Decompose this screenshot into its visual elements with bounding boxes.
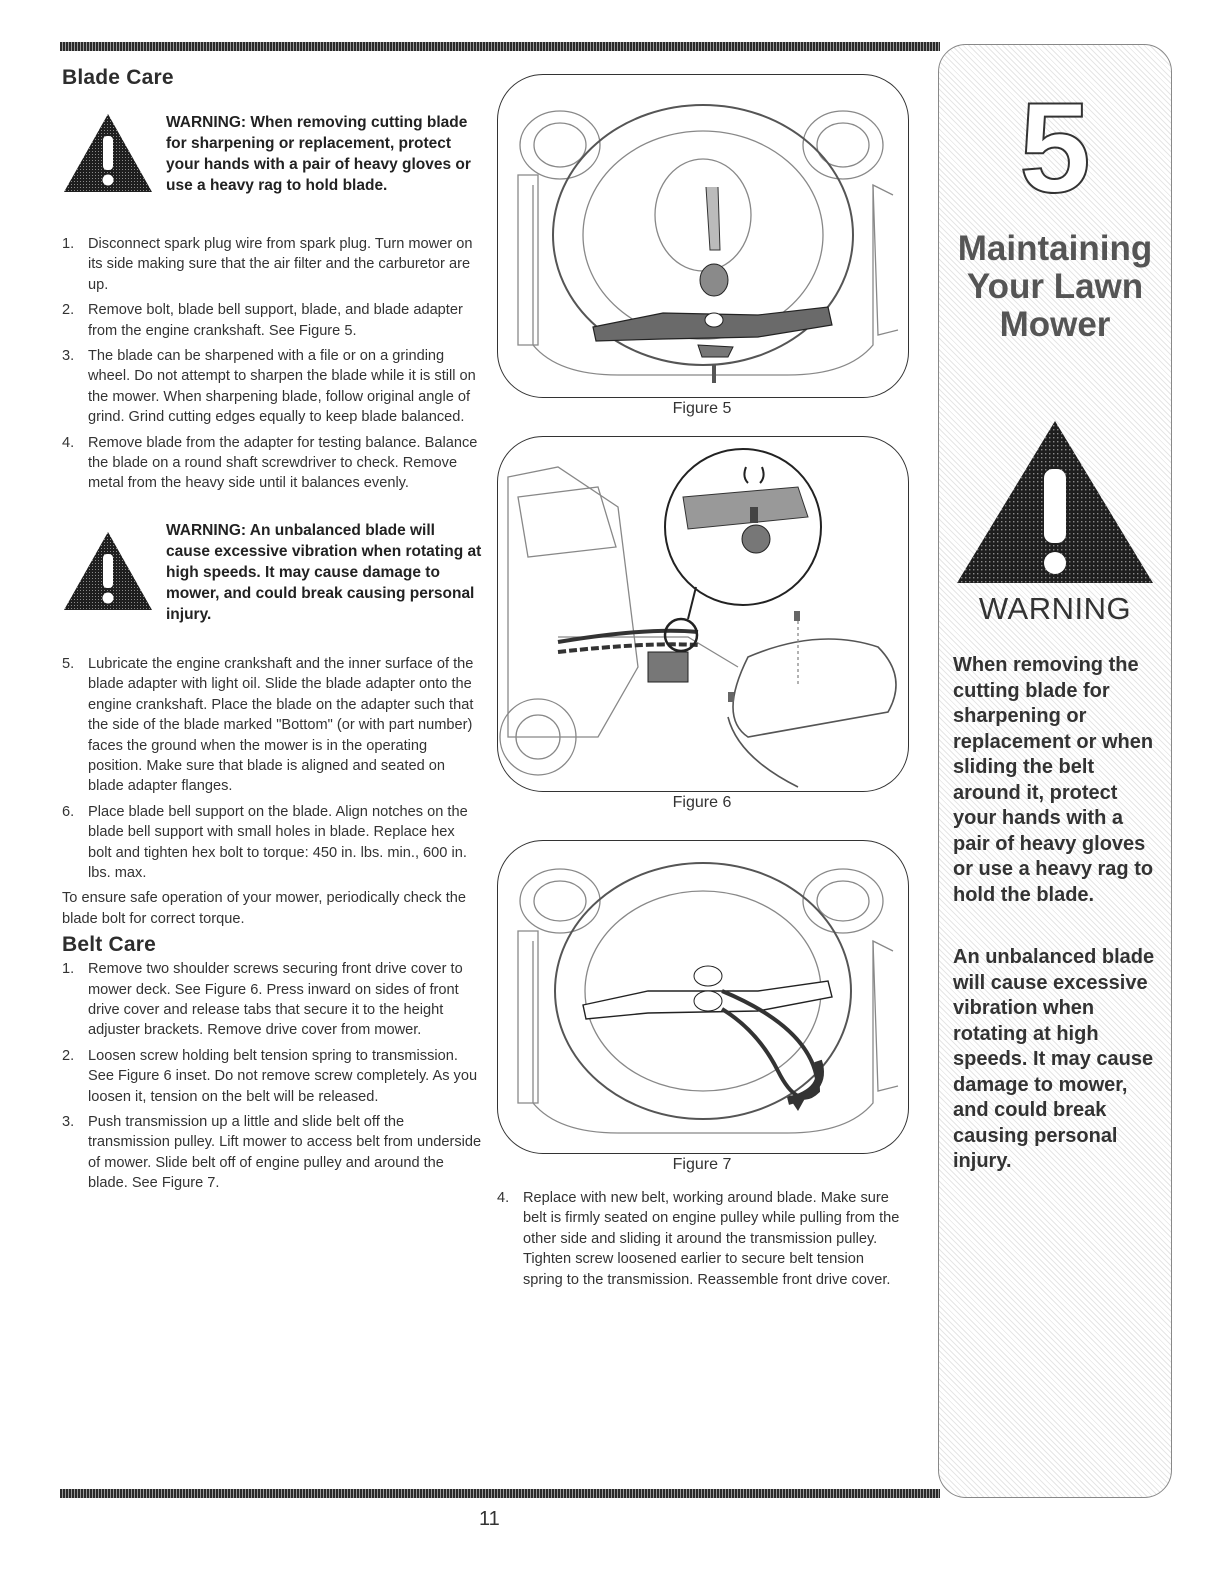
chapter-number: 5: [1019, 77, 1091, 220]
belt-care-heading: Belt Care: [62, 933, 157, 957]
figure-7-illustration: [497, 840, 909, 1154]
warning-triangle-icon: [62, 530, 154, 612]
sidebar-warning-heading: WARNING: [978, 591, 1132, 626]
warning-text-1: WARNING: When removing cutting blade for sharpening or replacement, protect your hands with a pair of heavy gloves or use a heavy rag to hold blade.: [166, 114, 471, 194]
warning-text-2: WARNING: An unbalanced blade will cause excessive vibration when rotating at high speeds. It may cause damage to mower, and could break causing personal injury.: [166, 521, 482, 623]
list-item: 1. Disconnect spark plug wire from spark plug. Turn mower on its side making sure that the air filter and the carburetor are up.: [62, 236, 473, 293]
warning-block-1: [62, 112, 482, 222]
sidebar-warning-text-1: When removing the cutting blade for sharpening or replacement or when sliding the belt around it, protect your hands with a pair of heavy gloves or use a heavy rag to hold the blade.: [953, 654, 1154, 906]
warning-triangle-icon: [62, 112, 154, 194]
bottom-rule: [60, 1489, 940, 1498]
page-number: 11: [479, 1508, 500, 1530]
blade-steps-a: [62, 234, 482, 494]
warning-block-2: [62, 520, 482, 630]
list-item: 4. Replace with new belt, working around blade. Make sure belt is firmly seated on engine pulley while pulling from the other side and sliding it around the transmission pulley. Tighten screw loosened earlier to secure belt tension spring to the transmission. Reassemble front drive cover.: [497, 1190, 900, 1288]
list-item: 1. Remove two shoulder screws securing front drive cover to mower deck. See Figure 6. Press inward on sides of front drive cover and release tabs that secure it to the height adjuster brackets. Remove drive cover from mower.: [62, 961, 463, 1039]
list-item: 6. Place blade bell support on the blade. Align notches on the blade bell support with small holes in blade. Replace hex bolt and tighten hex bolt to torque: 450 in. lbs. min., 600 in. lbs. max.: [62, 803, 468, 881]
figure-6-caption: Figure 6: [672, 794, 732, 811]
figure-5-illustration: [497, 74, 909, 398]
list-item: 2. Remove bolt, blade bell support, blade, and blade adapter from the engine crankshaft. See Figure 5.: [62, 302, 463, 339]
top-rule: [60, 42, 940, 51]
belt-step-4: [497, 1188, 907, 1290]
list-item: 3. The blade can be sharpened with a file or on a grinding wheel. Do not attempt to sharpen the blade while it is still on the mower. When sharpening blade, follow original angle of grind. Grind cutting edges equally to keep blade balanced.: [62, 348, 476, 426]
blade-care-heading: Blade Care: [62, 66, 174, 89]
middle-column-text: [497, 1188, 907, 1295]
list-item: 5. Lubricate the engine crankshaft and the inner surface of the blade adapter with light oil. Slide the blade adapter onto the engine crankshaft. Place the blade on the adapter such that the side of the blade marked "Bottom" (or with part number) faces the ground when the mower is in the operating position. Make sure that blade is aligned and seated on blade adapter flanges.: [62, 655, 474, 795]
figure-7-caption: Figure 7: [672, 1156, 732, 1173]
blade-steps-b: [62, 654, 482, 883]
list-item: 3. Push transmission up a little and slide belt off the transmission pulley. Lift mower to access belt from underside of mower. Slide belt off of engine pulley and around the blade. See Figure 7.: [62, 1114, 482, 1192]
belt-steps: [62, 959, 482, 1193]
warning-triangle-icon: [953, 417, 1157, 587]
sidebar-warning-text-2: An unbalanced blade will cause excessive vibration when rotating at high speeds. It may cause damage to mower, and could break causing personal injury.: [953, 946, 1155, 1172]
chapter-sidebar: [938, 44, 1172, 1498]
left-column: [62, 66, 482, 1199]
figure-6-illustration: [497, 436, 909, 792]
list-item: 2. Loosen screw holding belt tension spring to transmission. See Figure 6 inset. Do not remove screw completely. As you loosen it, tension on the belt will be released.: [62, 1047, 478, 1105]
torque-note: To ensure safe operation of your mower, periodically check the blade bolt for correct torque.: [62, 890, 466, 927]
figure-5-caption: Figure 5: [672, 400, 732, 417]
chapter-title: Maintaining Your Lawn Mower: [957, 229, 1153, 344]
list-item: 4. Remove blade from the adapter for testing balance. Balance the blade on a round shaft screwdriver to check. Remove metal from the heavy side until it balances evenly.: [62, 434, 478, 492]
